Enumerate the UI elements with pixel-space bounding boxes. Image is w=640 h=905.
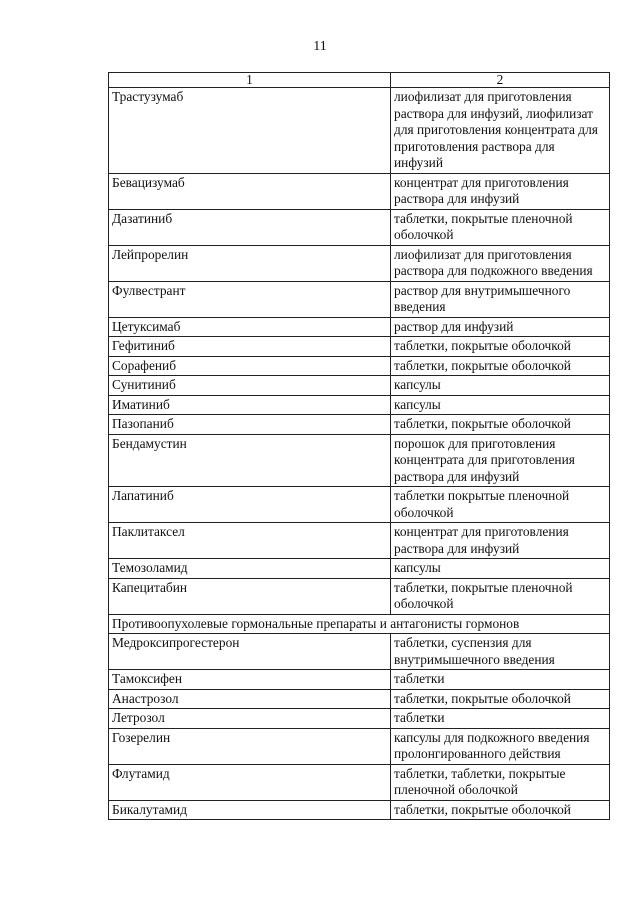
- dosage-form-cell: таблетки, покрытые оболочкой: [391, 415, 610, 435]
- drug-name-cell: Лейпрорелин: [109, 245, 391, 281]
- dosage-form-cell: таблетки, покрытые оболочкой: [391, 337, 610, 357]
- dosage-form-cell: раствор для внутримышечного введения: [391, 281, 610, 317]
- drug-name-cell: Анастрозол: [109, 689, 391, 709]
- drug-name-cell: Иматиниб: [109, 395, 391, 415]
- drug-name-cell: Тамоксифен: [109, 670, 391, 690]
- drug-name-cell: Сорафениб: [109, 356, 391, 376]
- drug-name-cell: Бендамустин: [109, 434, 391, 487]
- drug-name-cell: Паклитаксел: [109, 523, 391, 559]
- dosage-form-cell: капсулы для подкожного введения пролонгированного действия: [391, 728, 610, 764]
- dosage-form-cell: лиофилизат для приготовления раствора для подкожного введения: [391, 245, 610, 281]
- dosage-form-cell: таблетки, покрытые оболочкой: [391, 356, 610, 376]
- drug-name-cell: Трастузумаб: [109, 88, 391, 174]
- dosage-form-cell: таблетки, покрытые оболочкой: [391, 800, 610, 820]
- table-row: [109, 800, 610, 820]
- dosage-form-cell: таблетки, таблетки, покрытые пленочной оболочкой: [391, 764, 610, 800]
- drug-name-cell: Гефитиниб: [109, 337, 391, 357]
- table-row: [109, 670, 610, 690]
- drug-name-cell: Капецитабин: [109, 578, 391, 614]
- drug-name-cell: Бевацизумаб: [109, 173, 391, 209]
- table-row: [109, 415, 610, 435]
- drug-name-cell: Сунитиниб: [109, 376, 391, 396]
- section-header-row: [109, 614, 610, 634]
- dosage-form-cell: таблетки покрытые пленочной оболочкой: [391, 487, 610, 523]
- table-row: [109, 487, 610, 523]
- dosage-form-cell: порошок для приготовления концентрата для приготовления раствора для инфузий: [391, 434, 610, 487]
- table-row: [109, 434, 610, 487]
- table-row: [109, 523, 610, 559]
- table-row: [109, 337, 610, 357]
- drug-name-cell: Темозоламид: [109, 559, 391, 579]
- table-row: [109, 173, 610, 209]
- drug-name-cell: Гозерелин: [109, 728, 391, 764]
- table-row: [109, 634, 610, 670]
- dosage-form-cell: лиофилизат для приготовления раствора для инфузий, лиофилизат для приготовления концентрата для приготовления раствора для инфузий: [391, 88, 610, 174]
- dosage-form-cell: капсулы: [391, 395, 610, 415]
- column-header-1: 1: [109, 73, 391, 88]
- table-row: [109, 317, 610, 337]
- drug-name-cell: Лапатиниб: [109, 487, 391, 523]
- table-row: [109, 209, 610, 245]
- drug-table: [108, 72, 610, 820]
- table-row: [109, 709, 610, 729]
- table-row: [109, 356, 610, 376]
- table-header-row: [109, 73, 610, 88]
- drug-name-cell: Медроксипрогестерон: [109, 634, 391, 670]
- dosage-form-cell: концентрат для приготовления раствора для инфузий: [391, 173, 610, 209]
- drug-name-cell: Цетуксимаб: [109, 317, 391, 337]
- column-header-2: 2: [391, 73, 610, 88]
- table-row: [109, 395, 610, 415]
- dosage-form-cell: таблетки: [391, 670, 610, 690]
- table-row: [109, 88, 610, 174]
- drug-name-cell: Бикалутамид: [109, 800, 391, 820]
- drug-name-cell: Летрозол: [109, 709, 391, 729]
- table-row: [109, 281, 610, 317]
- table-row: [109, 376, 610, 396]
- table-body: [109, 88, 610, 820]
- dosage-form-cell: таблетки, суспензия для внутримышечного введения: [391, 634, 610, 670]
- table-row: [109, 689, 610, 709]
- page-number: 11: [313, 39, 327, 54]
- table-row: [109, 764, 610, 800]
- dosage-form-cell: таблетки, покрытые пленочной оболочкой: [391, 578, 610, 614]
- drug-name-cell: Пазопаниб: [109, 415, 391, 435]
- table-row: [109, 578, 610, 614]
- drug-name-cell: Дазатиниб: [109, 209, 391, 245]
- dosage-form-cell: концентрат для приготовления раствора для инфузий: [391, 523, 610, 559]
- dosage-form-cell: таблетки, покрытые оболочкой: [391, 689, 610, 709]
- table-row: [109, 559, 610, 579]
- dosage-form-cell: капсулы: [391, 376, 610, 396]
- drug-name-cell: Флутамид: [109, 764, 391, 800]
- section-title: Противоопухолевые гормональные препараты и антагонисты гормонов: [109, 614, 610, 634]
- table-row: [109, 245, 610, 281]
- dosage-form-cell: таблетки, покрытые пленочной оболочкой: [391, 209, 610, 245]
- drug-name-cell: Фулвестрант: [109, 281, 391, 317]
- dosage-form-cell: капсулы: [391, 559, 610, 579]
- dosage-form-cell: таблетки: [391, 709, 610, 729]
- table-row: [109, 728, 610, 764]
- dosage-form-cell: раствор для инфузий: [391, 317, 610, 337]
